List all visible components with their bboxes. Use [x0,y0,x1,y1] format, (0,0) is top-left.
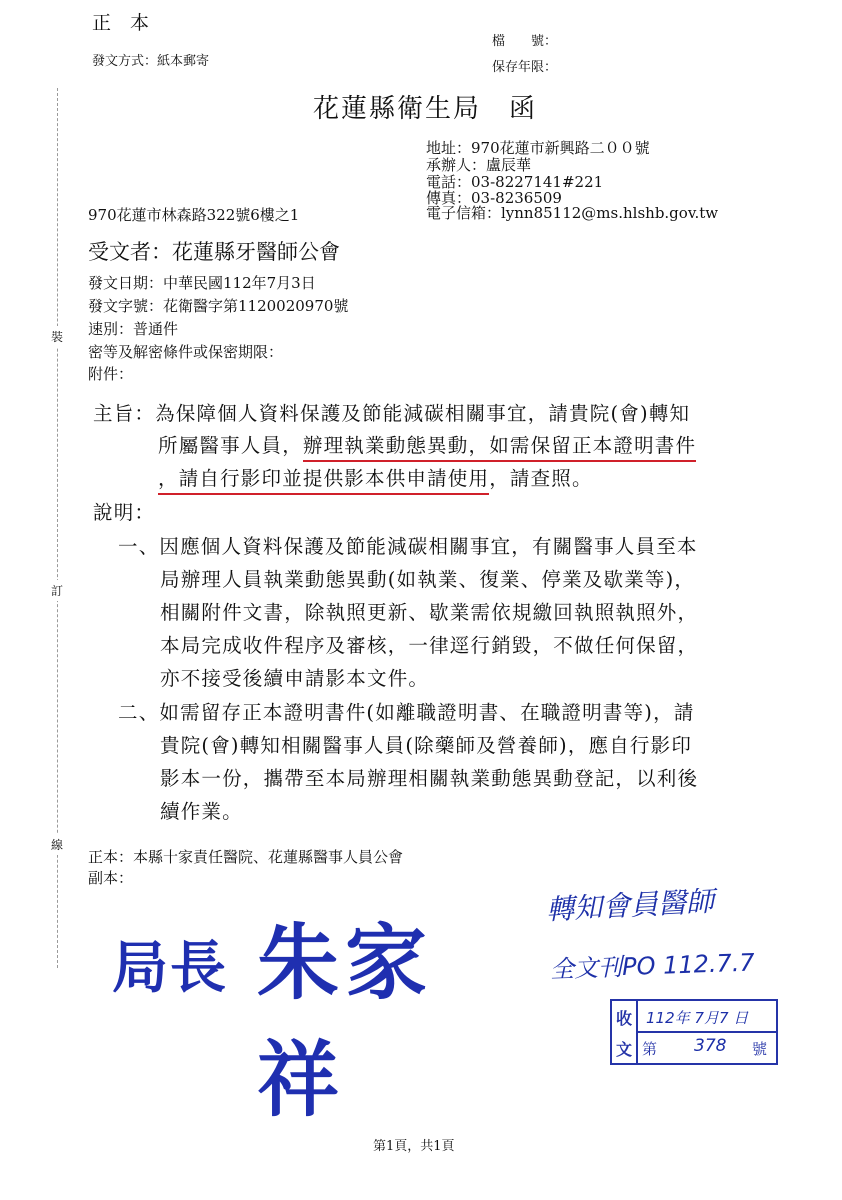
recipient-address: 970花蓮市林森路322號6樓之1 [88,206,300,224]
retention-period-label: 保存年限： [492,60,558,75]
receipt-number-prefix: 第 [642,1040,658,1058]
page-number: 第1頁，共1頁 [373,1139,455,1154]
subject-line-2-plain: 所屬醫事人員， [158,434,303,457]
receipt-number-suffix: 號 [752,1040,768,1058]
copy-type-label: 正 本 [92,12,150,34]
director-seal-name: 朱家祥 [257,915,434,1128]
distribution-original: 正本：本縣十家責任醫院、花蓮縣醫事人員公會 [88,848,404,866]
explanation-item-1-line: 一、因應個人資料保護及節能減碳相關事宜，有關醫事人員至本 [118,535,698,558]
explanation-item-1-line: 本局完成收件程序及審核，一律逕行銷毀，不做任何保留， [160,634,699,657]
confidentiality: 密等及解密條件或保密期限： [88,343,284,361]
explanation-item-2-line: 貴院(會)轉知相關醫事人員(除藥師及營養師)，應自行影印 [160,734,693,757]
explanation-item-1-line: 亦不接受後續申請影本文件。 [160,667,430,690]
subject-highlight-2: ，請自行影印並提供影本供申請使用 [158,467,489,495]
receipt-stamp-divider [638,1031,776,1033]
sender-contact-person: 承辦人：盧辰華 [426,156,532,174]
sender-address: 地址：970花蓮市新興路二００號 [426,139,650,157]
receipt-stamp-receive-char: 收 [616,1009,633,1028]
document-number: 發文字號：花衛醫字第1120020970號 [88,297,349,315]
delivery-speed: 速別：普通件 [88,320,179,338]
subject-line-2 [158,430,696,458]
director-seal [112,902,512,1128]
sender-fax: 傳真：03-8236509 [426,189,562,207]
explanation-item-2-line: 影本一份，攜帶至本局辦理相關執業動態異動登記，以利後 [160,767,699,790]
explanation-heading: 說明： [93,501,156,524]
subject-line-1: 主旨：為保障個人資料保護及節能減碳相關事宜，請貴院(會)轉知 [93,402,691,425]
recipient: 受文者：花蓮縣牙醫師公會 [88,240,340,264]
sender-email: 電子信箱：lynn85112@ms.hlshb.gov.tw [426,204,719,222]
explanation-item-2-line: 二、如需留存正本證明書件(如離職證明書、在職證明書等)，請 [118,701,695,724]
fold-mark-line: 線 [51,834,63,855]
handwritten-note-posted: 全文刊PO 112.7.7 [549,948,756,984]
receipt-stamp-label-column [612,1001,638,1063]
document-title: 花蓮縣衛生局 函 [313,94,538,124]
fold-mark-bind: 裝 [51,326,63,347]
director-seal-title: 局長 [112,935,228,1001]
file-number-label: 檔 號： [492,34,558,49]
receipt-stamp-document-char: 文 [616,1040,633,1059]
receipt-number: 378 [694,1036,727,1056]
explanation-item-1-line: 相關附件文書，除執照更新、歇業需依規繳回執照執照外， [160,601,699,624]
fold-mark-staple: 訂 [51,580,63,601]
handwritten-note-forward: 轉知會員醫師 [545,884,715,927]
distribution-copy: 副本： [88,869,134,887]
explanation-item-1-line: 局辦理人員執業動態異動(如執業、復業、停業及歇業等)， [160,568,696,591]
issue-date: 發文日期：中華民國112年7月3日 [88,274,316,292]
receipt-date: 112年 7月7 日 [646,1009,749,1027]
receipt-stamp [610,999,778,1065]
attachments: 附件： [88,365,134,383]
subject-line-3 [158,463,593,491]
delivery-method: 發文方式：紙本郵寄 [92,54,210,69]
explanation-item-2-line: 續作業。 [160,800,243,823]
sender-phone: 電話：03-8227141#221 [426,173,604,191]
subject-highlight-1: 辦理執業動態異動，如需保留正本證明書件 [303,434,696,462]
subject-line-3-plain: ，請查照。 [489,467,593,490]
